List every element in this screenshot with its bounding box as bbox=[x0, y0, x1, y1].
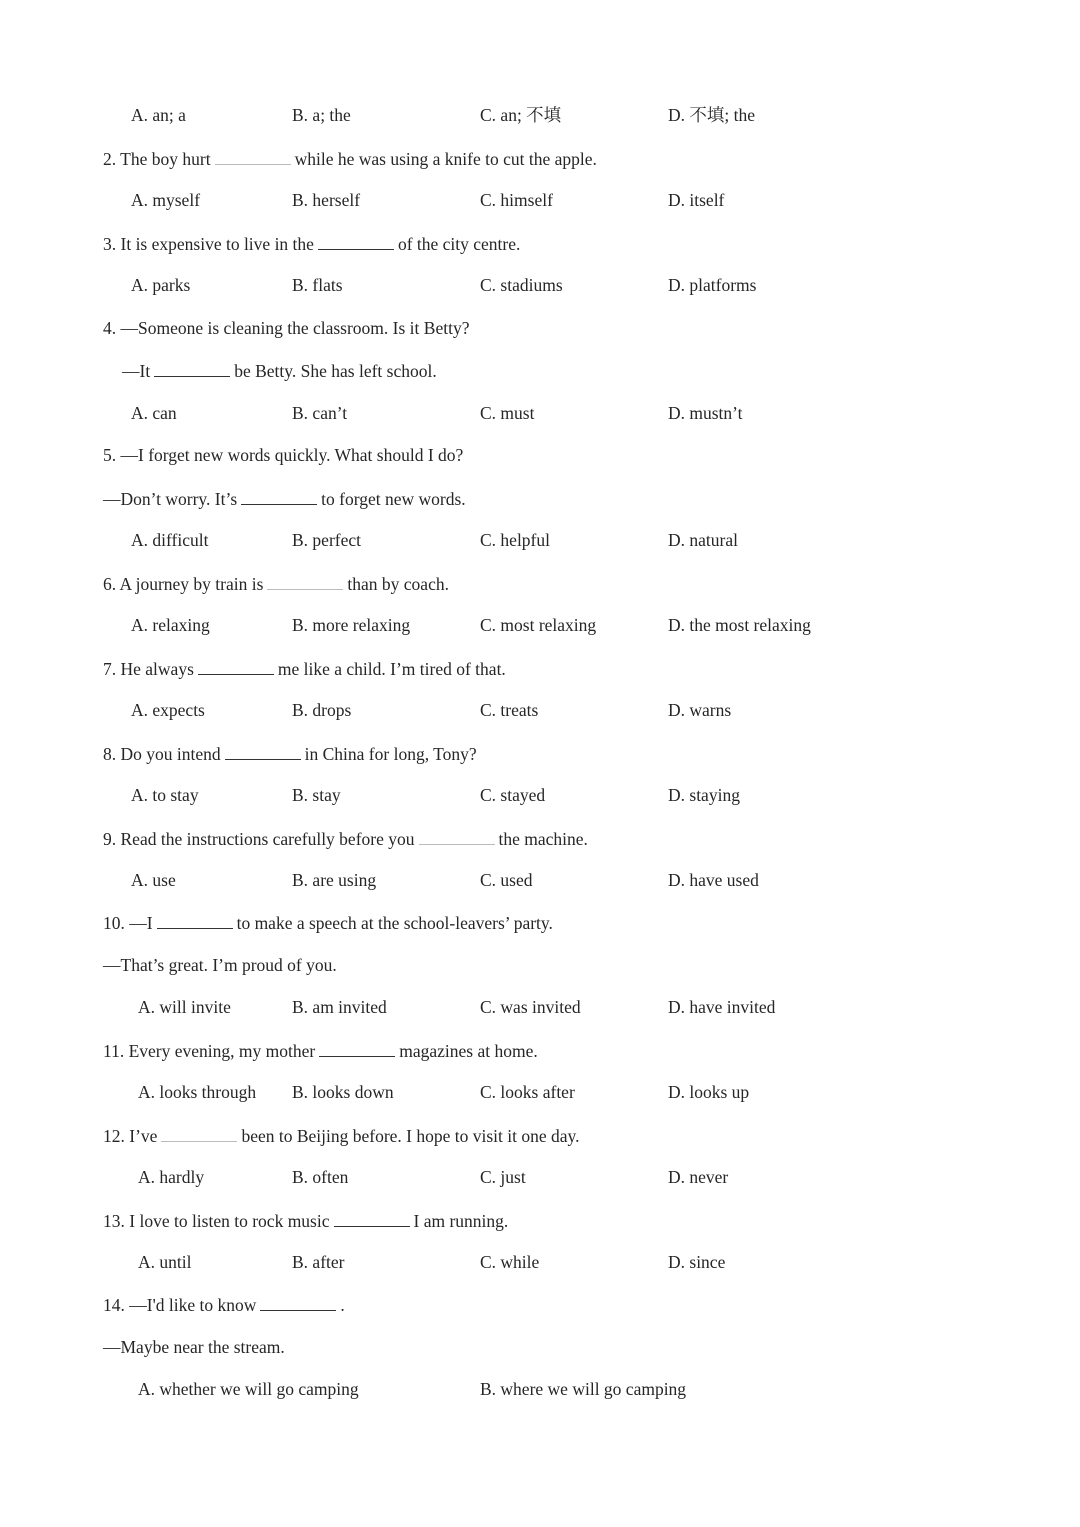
question-text: 5. —I forget new words quickly. What should I do? bbox=[103, 445, 464, 465]
answer-option-a: A. until bbox=[138, 1252, 192, 1272]
answer-option-b: B. a; the bbox=[292, 105, 351, 125]
question-text: 12. I’ve bbox=[103, 1126, 158, 1146]
answer-option-a: A. will invite bbox=[138, 997, 231, 1017]
question-text-continued: while he was using a knife to cut the apple. bbox=[294, 149, 597, 169]
answer-option-d: D. natural bbox=[668, 530, 738, 550]
question-line bbox=[103, 1335, 285, 1359]
question-text: 9. Read the instructions carefully before you bbox=[103, 829, 415, 849]
answer-option-c: C. was invited bbox=[480, 997, 581, 1017]
question-text-continued: be Betty. She has left school. bbox=[234, 361, 437, 381]
answer-option-d: D. 不填; the bbox=[668, 105, 756, 125]
answer-blank bbox=[198, 656, 274, 675]
answer-option-c: C. looks after bbox=[480, 1082, 575, 1102]
answer-option-a: A. whether we will go camping bbox=[138, 1379, 359, 1399]
answer-option-c: C. most relaxing bbox=[480, 615, 597, 635]
answer-option-d: D. staying bbox=[668, 785, 740, 805]
answer-option-c: C. used bbox=[480, 870, 533, 890]
answer-option-c: C. stadiums bbox=[480, 275, 563, 295]
answer-option-b: B. am invited bbox=[292, 997, 387, 1017]
answer-option-d: D. itself bbox=[668, 190, 725, 210]
question-line bbox=[103, 1208, 508, 1232]
question-text-continued: . bbox=[340, 1295, 345, 1315]
answer-option-d: D. never bbox=[668, 1167, 729, 1187]
answer-blank bbox=[319, 1038, 395, 1057]
answer-option-b: B. after bbox=[292, 1252, 345, 1272]
question-text: 7. He always bbox=[103, 659, 194, 679]
answer-option-c: C. must bbox=[480, 403, 535, 423]
answer-option-a: A. myself bbox=[131, 190, 201, 210]
answer-option-b: B. drops bbox=[292, 700, 352, 720]
answer-option-a: A. use bbox=[131, 870, 176, 890]
answer-blank bbox=[154, 358, 230, 377]
answer-option-c: C. helpful bbox=[480, 530, 550, 550]
answer-option-c: C. an; 不填 bbox=[480, 105, 562, 125]
answer-option-d: D. the most relaxing bbox=[668, 615, 811, 635]
answer-option-a: A. hardly bbox=[138, 1167, 205, 1187]
question-text: 14. —I'd like to know bbox=[103, 1295, 257, 1315]
answer-option-b: B. herself bbox=[292, 190, 361, 210]
answer-option-a: A. an; a bbox=[131, 105, 186, 125]
answer-option-d: D. have invited bbox=[668, 997, 776, 1017]
answer-option-b: B. flats bbox=[292, 275, 343, 295]
question-text-continued: than by coach. bbox=[347, 574, 449, 594]
question-text-continued: to make a speech at the school-leavers’ party. bbox=[236, 913, 553, 933]
answer-blank bbox=[157, 910, 233, 929]
answer-option-b: B. stay bbox=[292, 785, 341, 805]
answer-option-c: C. himself bbox=[480, 190, 553, 210]
question-line bbox=[103, 1292, 345, 1316]
answer-option-b: B. looks down bbox=[292, 1082, 394, 1102]
question-text: 11. Every evening, my mother bbox=[103, 1041, 316, 1061]
question-line bbox=[103, 231, 520, 255]
answer-option-c: C. while bbox=[480, 1252, 540, 1272]
answer-blank bbox=[267, 571, 343, 590]
answer-blank bbox=[161, 1123, 237, 1142]
question-line bbox=[103, 910, 553, 934]
question-text: —Maybe near the stream. bbox=[103, 1337, 285, 1357]
answer-blank bbox=[334, 1208, 410, 1227]
question-line bbox=[103, 826, 588, 850]
question-line bbox=[103, 571, 449, 595]
answer-option-a: A. parks bbox=[131, 275, 191, 295]
answer-option-b: B. can’t bbox=[292, 403, 348, 423]
answer-option-b: B. where we will go camping bbox=[480, 1379, 687, 1399]
question-text: 10. —I bbox=[103, 913, 153, 933]
question-text: —Don’t worry. It’s bbox=[103, 489, 238, 509]
question-text: 3. It is expensive to live in the bbox=[103, 234, 314, 254]
question-text: 8. Do you intend bbox=[103, 744, 221, 764]
question-line bbox=[103, 486, 466, 510]
question-text-continued: me like a child. I’m tired of that. bbox=[277, 659, 506, 679]
question-text-continued: in China for long, Tony? bbox=[304, 744, 477, 764]
answer-option-d: D. warns bbox=[668, 700, 732, 720]
question-line bbox=[103, 146, 597, 170]
answer-blank bbox=[225, 741, 301, 760]
answer-option-c: C. stayed bbox=[480, 785, 546, 805]
question-line bbox=[103, 953, 337, 977]
answer-option-b: B. often bbox=[292, 1167, 349, 1187]
answer-option-a: A. relaxing bbox=[131, 615, 210, 635]
question-text-continued: been to Beijing before. I hope to visit it one day. bbox=[241, 1126, 580, 1146]
question-text: 13. I love to listen to rock music bbox=[103, 1211, 330, 1231]
answer-option-a: A. difficult bbox=[131, 530, 209, 550]
answer-option-a: A. looks through bbox=[138, 1082, 257, 1102]
question-text: 4. —Someone is cleaning the classroom. Is it Betty? bbox=[103, 318, 470, 338]
question-line bbox=[103, 316, 469, 340]
question-text: —That’s great. I’m proud of you. bbox=[103, 955, 337, 975]
answer-option-d: D. have used bbox=[668, 870, 759, 890]
question-text-continued: I am running. bbox=[413, 1211, 509, 1231]
answer-blank bbox=[215, 146, 291, 165]
answer-option-a: A. to stay bbox=[131, 785, 199, 805]
question-text-continued: the machine. bbox=[498, 829, 588, 849]
question-text: —It bbox=[122, 361, 151, 381]
question-line bbox=[103, 656, 506, 680]
answer-option-b: B. perfect bbox=[292, 530, 361, 550]
answer-option-b: B. more relaxing bbox=[292, 615, 411, 635]
question-text-continued: to forget new words. bbox=[321, 489, 466, 509]
question-line bbox=[103, 741, 477, 765]
question-line bbox=[103, 1038, 538, 1062]
answer-option-b: B. are using bbox=[292, 870, 377, 890]
answer-option-d: D. mustn’t bbox=[668, 403, 743, 423]
question-text: 6. A journey by train is bbox=[103, 574, 264, 594]
answer-option-c: C. treats bbox=[480, 700, 539, 720]
answer-blank bbox=[419, 826, 495, 845]
answer-blank bbox=[241, 486, 317, 505]
answer-option-a: A. can bbox=[131, 403, 177, 423]
answer-blank bbox=[318, 231, 394, 250]
question-line bbox=[122, 358, 437, 382]
question-text-continued: magazines at home. bbox=[399, 1041, 538, 1061]
answer-option-d: D. since bbox=[668, 1252, 726, 1272]
question-text: 2. The boy hurt bbox=[103, 149, 211, 169]
answer-option-d: D. looks up bbox=[668, 1082, 750, 1102]
question-line bbox=[103, 1123, 580, 1147]
question-text-continued: of the city centre. bbox=[397, 234, 521, 254]
answer-option-c: C. just bbox=[480, 1167, 526, 1187]
question-line bbox=[103, 443, 463, 467]
answer-option-a: A. expects bbox=[131, 700, 205, 720]
answer-blank bbox=[260, 1292, 336, 1311]
answer-option-d: D. platforms bbox=[668, 275, 757, 295]
